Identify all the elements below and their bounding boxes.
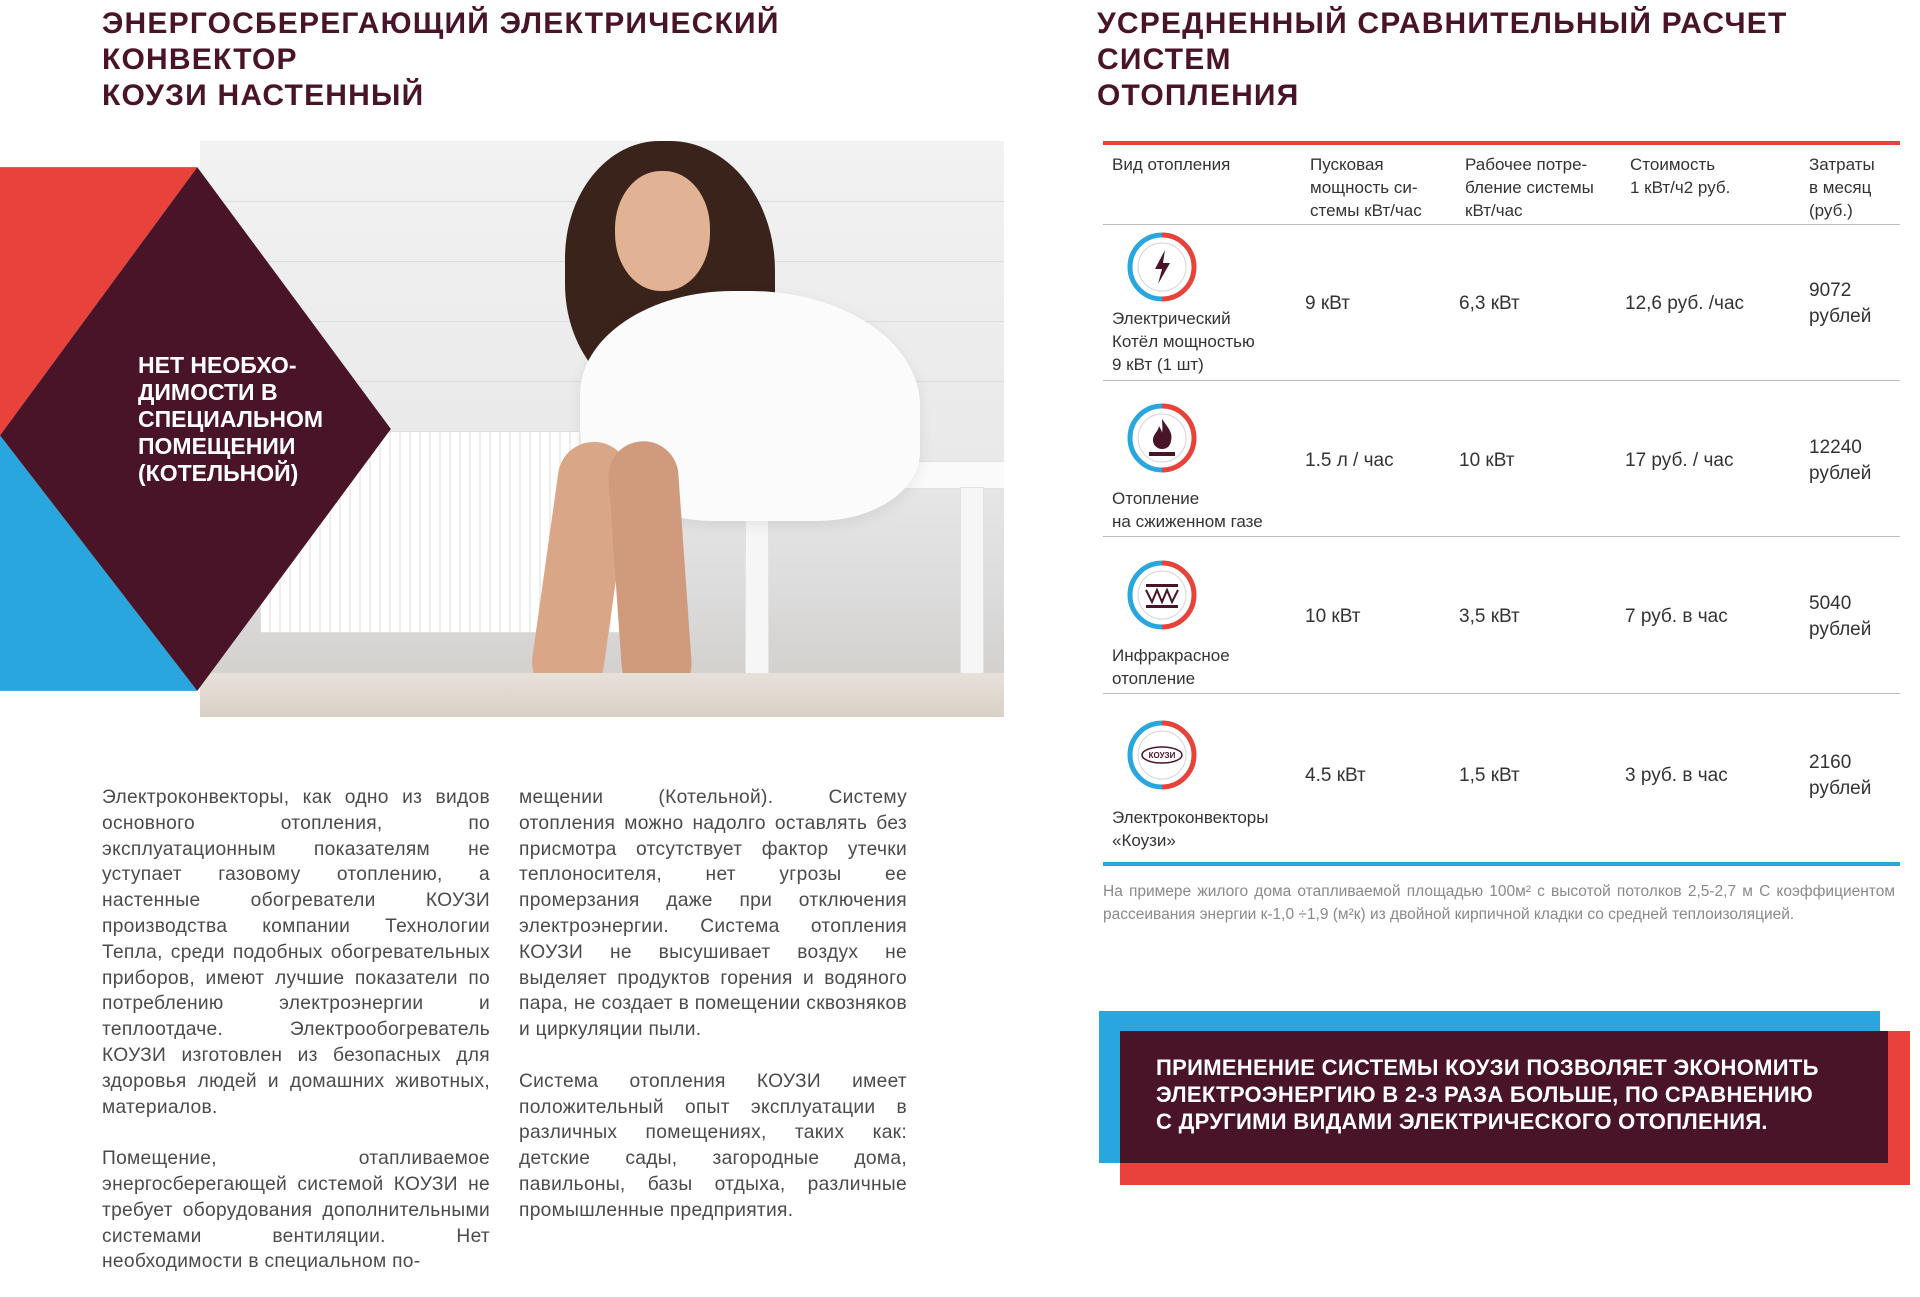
hero-image <box>0 141 1004 717</box>
paragraph: мещении (Котельной). Систему отопления можно надолго оставлять без присмотра отсутствует фактор утечки теплоносителя, нет угрозы ее промерзания даже при отключения электроэнергии. Система отопления КОУЗИ не высушивает воздух не выделяет продуктов горения и водяного пара, не создает в помещении сквозняков и циркуляции пыли. <box>519 787 907 1041</box>
cell-monthly-cost: 5040 рублей <box>1809 593 1872 640</box>
callout-text: НЕТ НЕОБХО- ДИМОСТИ В СПЕЦИАЛЬНОМ ПОМЕЩЕНИИ (КОТЕЛЬНОЙ) <box>138 352 324 486</box>
table-bottom-rule <box>1103 862 1900 866</box>
paragraph: Помещение, отапливаемое энергосберегающей системой КОУЗИ не требует оборудования дополнительными системами вентиляции. Нет необходимости в специальном по- <box>102 1148 490 1273</box>
left-page-title: ЭНЕРГОСБЕРЕГАЮЩИЙ ЭЛЕКТРИЧЕСКИЙ КОНВЕКТОР КОУЗИ НАСТЕННЫЙ <box>102 7 780 112</box>
infrared-icon <box>1127 560 1197 630</box>
body-column-2 <box>519 785 907 1224</box>
savings-banner-text: ПРИМЕНЕНИЕ СИСТЕМЫ КОУЗИ ПОЗВОЛЯЕТ ЭКОНОМИТЬ ЭЛЕКТРОЭНЕРГИЮ В 2-3 РАЗА БОЛЬШЕ, ПО СРАВНЕНИЮ С ДРУГИМИ ВИДАМИ ЭЛЕКТРИЧЕСКОГО ОТОПЛЕНИЯ. <box>1156 1055 1819 1134</box>
header-start-power: Пусковая мощность си- стемы кВт/час <box>1310 155 1422 220</box>
body-column-1 <box>102 785 490 1275</box>
lightning-icon <box>1127 232 1197 302</box>
cell-price: 3 руб. в час <box>1625 765 1728 786</box>
paragraph: Система отопления КОУЗИ имеет положительный опыт эксплуатации в различных помещениях, таких как: детские сады, загородные дома, павильоны, базы отдыха, различные промышленные предприятия. <box>519 1070 907 1221</box>
cell-price: 17 руб. / час <box>1625 450 1734 471</box>
paragraph: Электроконвекторы, как одно из видов основного отопления, по эксплуатационным показателям не уступает газовому отоплению, а настенные обогреватели КОУЗИ производства компании Технологии Тепла, среди подобных обогревательных приборов, имеют лучшие показатели по потреблению электроэнергии и теплоотдаче. Электрообогреватель КОУЗИ изготовлен из безопасных для здоровья людей и домашних животных, материалов. <box>102 787 490 1118</box>
cell-start-power: 10 кВт <box>1305 606 1361 627</box>
cell-work-power: 6,3 кВт <box>1459 293 1520 314</box>
table-top-rule <box>1103 141 1900 145</box>
header-work-power: Рабочее потре- бление системы кВт/час <box>1465 155 1594 220</box>
row-divider <box>1103 224 1900 225</box>
cell-work-power: 10 кВт <box>1459 450 1515 471</box>
table-footnote: На примере жилого дома отапливаемой площадью 100м² с высотой потолков 2,5-2,7 м С коэффициентом рассеивания энергии к-1,0 ÷1,9 (м²к) из двойной кирпичной кладки со средней теплоизоляцией. <box>1103 883 1895 923</box>
cell-monthly-cost: 9072 рублей <box>1809 280 1872 327</box>
header-monthly-cost: Затраты в месяц (руб.) <box>1809 155 1875 220</box>
cell-monthly-cost: 2160 рублей <box>1809 752 1872 799</box>
svg-text:КОУЗИ: КОУЗИ <box>1148 751 1176 760</box>
cell-price: 12,6 руб. /час <box>1625 293 1745 314</box>
right-page-title: УСРЕДНЕННЫЙ СРАВНИТЕЛЬНЫЙ РАСЧЕТ СИСТЕМ ОТОПЛЕНИЯ <box>1097 7 1788 112</box>
cell-start-power: 9 кВт <box>1305 293 1350 314</box>
row-divider <box>1103 693 1900 694</box>
cell-price: 7 руб. в час <box>1625 606 1728 627</box>
row-label: Отопление на сжиженном газе <box>1112 489 1263 531</box>
row-label: Электроконвекторы «Коузи» <box>1112 808 1269 850</box>
cell-work-power: 3,5 кВт <box>1459 606 1520 627</box>
flame-icon <box>1127 403 1197 473</box>
row-divider <box>1103 536 1900 537</box>
cell-monthly-cost: 12240 рублей <box>1809 437 1872 484</box>
cell-work-power: 1,5 кВт <box>1459 765 1520 786</box>
header-price: Стоимость 1 кВт/ч2 руб. <box>1630 155 1731 197</box>
row-label: Инфракрасное отопление <box>1112 646 1230 688</box>
row-label: Электрический Котёл мощностью 9 кВт (1 шт) <box>1112 309 1255 374</box>
row-divider <box>1103 380 1900 381</box>
cell-start-power: 1.5 л / час <box>1305 450 1394 471</box>
kouzi-logo-icon <box>1127 720 1197 790</box>
cell-start-power: 4.5 кВт <box>1305 765 1366 786</box>
header-heating-type: Вид отопления <box>1112 155 1231 174</box>
